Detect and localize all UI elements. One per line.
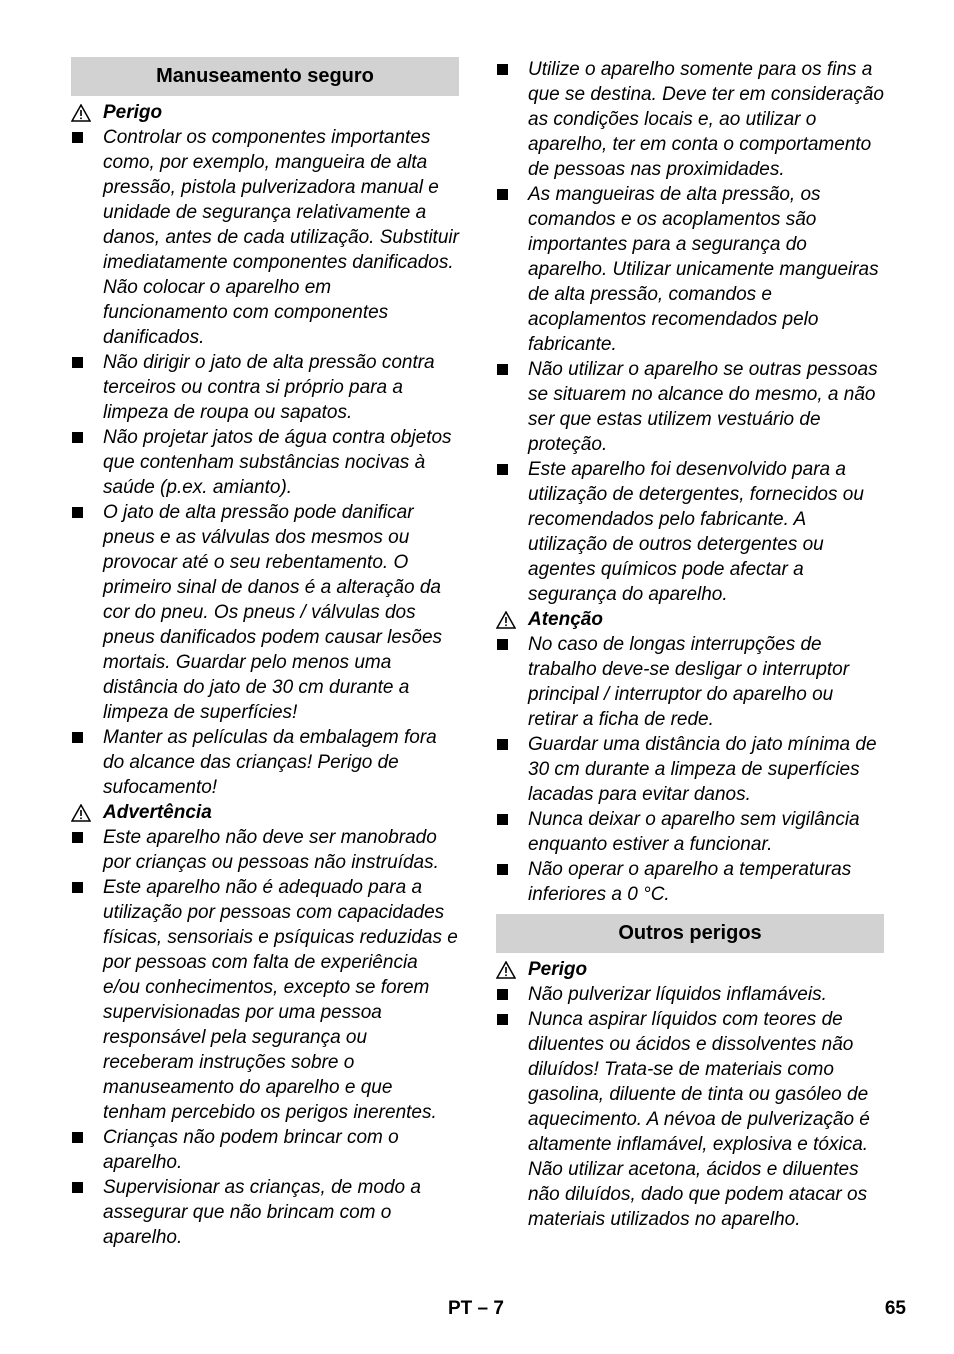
warning-label: Perigo bbox=[103, 101, 163, 123]
list-item: Supervisionar as crianças, de modo a assegurar que não brincam com o aparelho. bbox=[71, 1175, 459, 1250]
atencao-list bbox=[496, 632, 884, 907]
list-item: Nunca deixar o aparelho sem vigilância enquanto estiver a funcionar. bbox=[496, 807, 884, 857]
list-item: Este aparelho foi desenvolvido para a utilização de detergentes, fornecidos ou recomendados pelo fabricante. A utilização de outros detergentes ou agentes químicos pode afectar a segurança do aparelho. bbox=[496, 457, 884, 607]
warning-triangle-icon bbox=[496, 961, 528, 979]
intro-list bbox=[496, 57, 884, 607]
right-column bbox=[496, 57, 884, 1232]
warning-triangle-icon bbox=[71, 804, 103, 822]
advertencia-list bbox=[71, 825, 459, 1250]
list-item: As mangueiras de alta pressão, os comandos e os acoplamentos são importantes para a segurança do aparelho. Utilizar unicamente mangueiras de alta pressão, comandos e acoplamentos recomendados pelo fabricante. bbox=[496, 182, 884, 357]
warning-advertencia bbox=[71, 800, 459, 825]
list-item: Guardar uma distância do jato mínima de 30 cm durante a limpeza de superfícies lacadas para evitar danos. bbox=[496, 732, 884, 807]
perigo-list bbox=[71, 125, 459, 800]
list-item: O jato de alta pressão pode danificar pneus e as válvulas dos mesmos ou provocar até o seu rebentamento. O primeiro sinal de danos é a alteração da cor do pneu. Os pneus / válvulas dos pneus danificados podem causar lesões mortais. Guardar pelo menos uma distância do jato de 30 cm durante a limpeza de superfícies! bbox=[71, 500, 459, 725]
warning-label: Atenção bbox=[528, 608, 603, 630]
perigo2-list bbox=[496, 982, 884, 1232]
warning-triangle-icon bbox=[496, 611, 528, 629]
warning-label: Perigo bbox=[528, 958, 588, 980]
list-item: Controlar os componentes importantes como, por exemplo, mangueira de alta pressão, pistola pulverizadora manual e unidade de segurança relativamente a danos, antes de cada utilização. Substituir imediatamente componentes danificados. Não colocar o aparelho em funcionamento com componentes danificados. bbox=[71, 125, 459, 350]
footer-page-number: 65 bbox=[884, 1298, 906, 1319]
warning-perigo-2 bbox=[496, 957, 884, 982]
list-item: Manter as películas da embalagem fora do alcance das crianças! Perigo de sufocamento! bbox=[71, 725, 459, 800]
list-item: Não projetar jatos de água contra objetos que contenham substâncias nocivas à saúde (p.ex. amianto). bbox=[71, 425, 459, 500]
warning-perigo bbox=[71, 100, 459, 125]
warning-atencao bbox=[496, 607, 884, 632]
list-item: Não operar o aparelho a temperaturas inferiores a 0 °C. bbox=[496, 857, 884, 907]
list-item: Utilize o aparelho somente para os fins a que se destina. Deve ter em consideração as condições locais e, ao utilizar o aparelho, ter em conta o comportamento de pessoas nas proximidades. bbox=[496, 57, 884, 182]
list-item: No caso de longas interrupções de trabalho deve-se desligar o interruptor principal / interruptor do aparelho ou retirar a ficha de rede. bbox=[496, 632, 884, 732]
list-item: Não utilizar o aparelho se outras pessoas se situarem no alcance do mesmo, a não ser que estas utilizem vestuário de proteção. bbox=[496, 357, 884, 457]
list-item: Este aparelho não deve ser manobrado por crianças ou pessoas não instruídas. bbox=[71, 825, 459, 875]
section-header-outros-perigos: Outros perigos bbox=[496, 914, 884, 953]
left-column bbox=[71, 57, 459, 1250]
spacer bbox=[496, 907, 884, 914]
warning-label: Advertência bbox=[103, 801, 212, 823]
warning-triangle-icon bbox=[71, 104, 103, 122]
section-header-manuseamento: Manuseamento seguro bbox=[71, 57, 459, 96]
list-item: Não dirigir o jato de alta pressão contra terceiros ou contra si próprio para a limpeza de roupa ou sapatos. bbox=[71, 350, 459, 425]
list-item: Nunca aspirar líquidos com teores de diluentes ou ácidos e dissolventes não diluídos! Trata-se de materiais como gasolina, diluente de tinta ou gasóleo de aquecimento. A névoa de pulverização é altamente inflamável, explosiva e tóxica. Não utilizar acetona, ácidos e diluentes não diluídos, dado que podem atacar os materiais utilizados no aparelho. bbox=[496, 1007, 884, 1232]
footer-page-code: PT – 7 bbox=[448, 1298, 504, 1319]
list-item: Crianças não podem brincar com o aparelho. bbox=[71, 1125, 459, 1175]
list-item: Este aparelho não é adequado para a utilização por pessoas com capacidades físicas, sensoriais e psíquicas reduzidas e por pessoas com falta de experiência e/ou conhecimentos, excepto se forem supervisionadas por uma pessoa responsável pela segurança ou receberam instruções sobre o manuseamento do aparelho e que tenham percebido os perigos inerentes. bbox=[71, 875, 459, 1125]
list-item: Não pulverizar líquidos inflamáveis. bbox=[496, 982, 884, 1007]
